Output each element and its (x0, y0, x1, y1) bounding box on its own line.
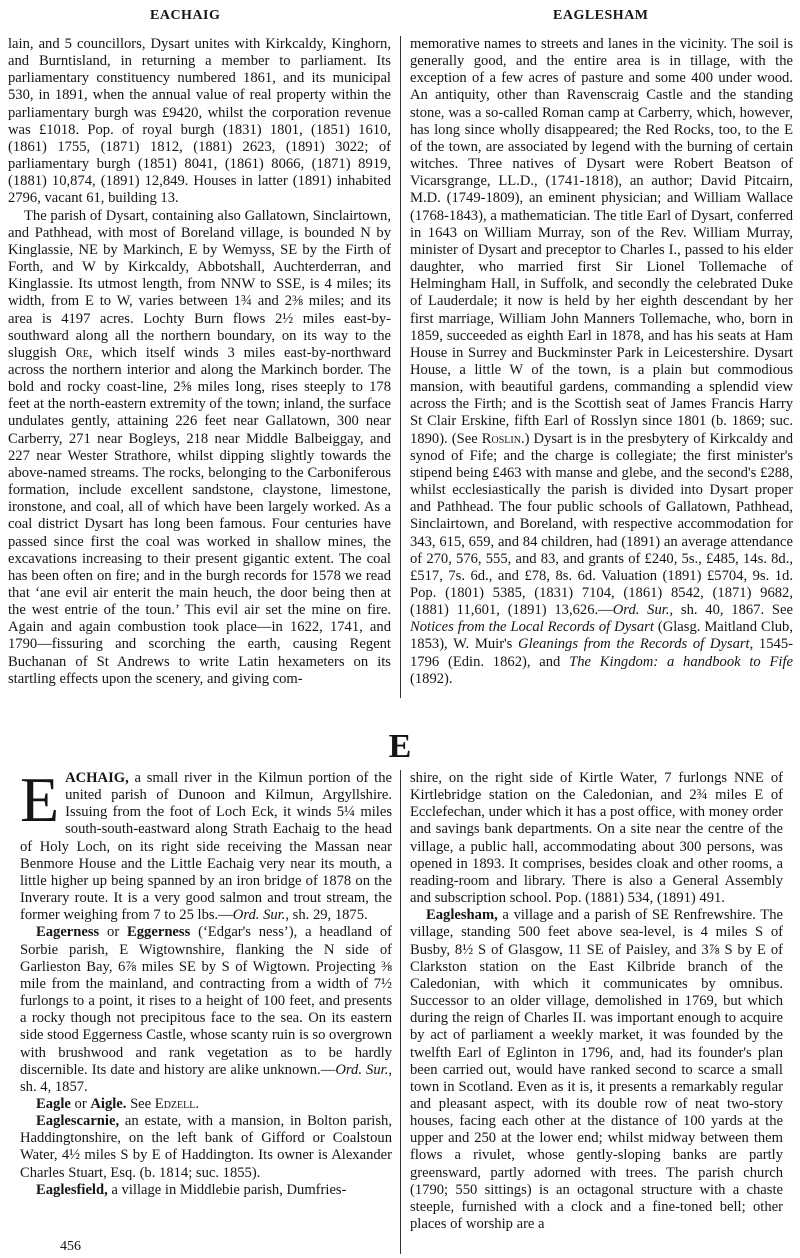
running-head-left: EACHAIG (150, 8, 221, 23)
bottom-right-column (410, 770, 783, 1233)
drop-cap: E (20, 764, 60, 835)
entry-headword: Eaglesham, (426, 907, 498, 924)
text-run: .) Dysart is in the presbytery of Kirkcaldy and synod of Fife; and the charge is collegiate; the first minister's stipend being £463 with manse and glebe, and the second's £288, whilst ecclesiastically the parish is divided into Dysart proper and Pathhead. The four public schools of Gallatown, Pathhead, Sinclairtown, and Boreland, with respective accommodation for 343, 615, 659, and 84 children, had (1891) an average attendance of 270, 576, 555, and 83, and grants of £240, 5s., £485, 14s. 8d., £517, 7s. 6d., and £78, 8s. 6d. Valuation (1891) £5704, 9s. 1d. Pop. (1801) 5385, (1831) 7104, (1861) 8542, (1871) 9682, (1881) 11,601, (1891) 13,626.— (410, 430, 793, 619)
paragraph (410, 36, 793, 688)
text-run: , sh. 29, 1875. (285, 907, 368, 924)
paragraph (410, 907, 783, 1233)
italic-text: The Kingdom: a handbook to Fife (569, 653, 793, 670)
italic-text: Ord. Sur. (335, 1061, 389, 1078)
text-run: a village in Middlebie parish, Dumfries- (107, 1181, 347, 1198)
entry-headword: Eagerness (36, 924, 100, 941)
text-run: , which itself winds 3 miles east-by-northward across the northern interior and along the Markinch border. The bold and rocky coast-line, 2⅝ miles long, rises steeply to 178 feet at the north-eastern extremity of the town; inland, the surface undulates gently, attaining 226 feet near Gallatown, 300 near Carberry, 271 near Bogleys, 218 near Middle Balbeiggay, and 227 near Wester Strathore, whilst dipping slightly towards the above-named streams. The rocks, belonging to the Carboniferous formation, include excellent sandstone, claystone, limestone, ironstone, and coal, all of which have been largely worked. As a coal district Dysart has long been famous. Four centuries have passed since first the coal was worked in shallow mines, the excavations increasing to their present gigantic extent. The coal has been often on fire; and in the burgh records for 1578 we read that ‘ane evil air enterit the main heuch, the door being then at the west entrie of the toun.’ This evil air set the mine on fire. Again and again combustion took place—in 1622, 1741, and 1790—fissuring and scorching the earth, causing Regent Buchanan of St Andrews to write Latin hexameters on its startling effects upon the scenery, and giving com- (8, 344, 391, 687)
paragraph (20, 764, 392, 924)
paragraph (410, 770, 783, 907)
paragraph (20, 924, 392, 1096)
text-run: (1892). (410, 670, 453, 687)
text-run: shire, on the right side of Kirtle Water, 7 furlongs NNE of Kirtlebridge station on the Caledonian, and 2¾ miles E of Ecclefechan, under which it has a post office, with money order and savings bank departments. On a site near the centre of the village, a public hall, accommodating about 300 persons, was opened in 1893. It comprises, besides cloak and other rooms, a reading-room and library. There is also a General Assembly and subscription school. Pop. (1881) 534, (1891) 491. (410, 770, 783, 907)
running-head-right: EAGLESHAM (553, 8, 649, 23)
entry-headword: Eaglesfield, (36, 1181, 108, 1198)
text-run: an estate, with a mansion, in Bolton parish, Haddingtonshire, on the left bank of Gifford or Coalstoun Water, 4½ miles S by E of Haddington. Its owner is Alexander Charles Stuart, Esq. (b. 1814; suc. 1855). (20, 1113, 392, 1181)
top-left-column (8, 36, 391, 688)
entry-headword: Eaglescarnie, (36, 1113, 120, 1130)
paragraph (8, 208, 391, 688)
text-run: , sh. 40, 1867. See (669, 602, 793, 619)
text-run: , 1545-1796 (Edin. 1862), and (410, 636, 793, 670)
entry-headword: ACHAIG, (65, 770, 129, 786)
text-run: (‘Edgar's ness’), a headland of Sorbie parish, E Wigtownshire, flanking the N side of Garlieston Bay, 6⅞ miles SE by S of Wigtown. Projecting ⅜ mile from the mainland, and contracting from a width of 7½ furlongs to a point, it rises to a height of 100 feet, and presents a rocky though not precipitous face to the sea. On its eastern side stood Eggerness Castle, whose scanty ruin is so overgrown with brushwood and rank vegetation as to be hardly discernible. Its date and history are alike unknown.— (20, 924, 392, 1078)
text-run: The parish of Dysart, containing also Gallatown, Sinclairtown, and Pathhead, with most of Boreland village, is bounded N by Kinglassie, NE by Markinch, E by Wemyss, SE by the Firth of Forth, and W by Kirkcaldy, Abbotshall, Auchterderran, and Kinglassie. Its utmost length, from NNW to SSE, is 4 miles; its width, from E to W, varies between 1¾ and 2⅜ miles; and its area is 4197 acres. Lochty Burn flows 2½ miles east-by-southward along all the northern boundary, on its way to the sluggish (8, 207, 391, 361)
italic-text: Ord. Sur. (612, 602, 670, 619)
bottom-left-column (20, 764, 393, 1199)
text-run: lain, and 5 councillors, Dysart unites with Kirkcaldy, Kinghorn, and Burntisland, in returning a member to parliament. Its parliamentary constituency numbered 1861, and its municipal 530, in 1891, when the annual value of real property within the parliamentary burgh was £9420, whilst the corporation revenue was £1018. Pop. of royal burgh (1831) 1801, (1851) 1610, (1861) 1755, (1871) 1812, (1881) 2623, (1891) 3022; of parliamentary burgh (1851) 8041, (1861) 8066, (1871) 8919, (1881) 10,874, (1891) 12,849. Houses in latter (1891) inhabited 2796, vacant 61, building 13. (8, 36, 391, 207)
entry-headword: Aigle. (90, 1095, 127, 1112)
italic-text: Notices from the Local Records of Dysart (410, 619, 654, 636)
text-run: (Glasg. Maitland Club, 1853), W. Muir's (410, 619, 793, 653)
italic-text: Gleanings from the Records of Dysart (518, 636, 750, 653)
section-letter: E (388, 728, 412, 765)
entry-headword: Eggerness (127, 924, 191, 941)
text-run: memorative names to streets and lanes in the vicinity. The soil is generally good, and the entire area is in tillage, with the exception of a few acres of pasture and some 400 under wood. An antiquity, other than Ravenscraig Castle and the standing stone, was a so-called Roman camp at Carberry, which, however, has long since wholly disappeared; the Red Rocks, too, to the E of the town, are associated by legend with the burning of certain witches. Three natives of Dysart were Robert Beatson of Vicarsgrange, LL.D., (1741-1818), an author; David Pitcairn, M.D. (1749-1809), an eminent physician; and William Wallace (1768-1843), a mathematician. The title Earl of Dysart, conferred in 1643 on William Murray, son of the Rev. William Murray, minister of Dysart and preceptor to Charles I., passed to his elder daughter, who married first Sir Lionel Tollemache of Helmingham Hall, in Suffolk, and secondly the celebrated Duke of Lauderdale; it now is held by her eighth descendant by her first marriage, William John Manners Tollemache, who, born in 1859, succeeded as eighth Earl in 1878, and has his seats at Ham House in Surrey and Buckminster Park in Leicestershire. Dysart House, a little W of the town, is a plain but commodious mansion, with beautiful gardens, commanding a splendid view across the Firth; and is the Scottish seat of James Francis Harry St Clair Erskine, fifth Earl of Rosslyn since 1801 (b. 1869; suc. 1890). (See (410, 36, 793, 447)
text-run: . (195, 1095, 200, 1112)
cross-reference: Edzell (154, 1095, 196, 1112)
entry-headword: Eagle (36, 1095, 71, 1112)
text-run: , sh. 4, 1857. (20, 1061, 393, 1095)
text-run: or (70, 1095, 91, 1112)
paragraph (20, 1182, 392, 1199)
column-divider-top (400, 36, 401, 698)
top-right-column (410, 36, 793, 688)
text-run: a small river in the Kilmun portion of the united parish of Dunoon and Kilmun, Argyllshire. Issuing from the foot of Loch Eck, it winds 5¼ miles south-south-eastward along Strath Eachaig to the head of Holy Loch, on its right side receiving the Massan near Benmore House and the Little Eachaig very near its mouth, a little higher up being spanned by an iron bridge of 1878 on the Inverary route. It is a very good salmon and trout stream, the former weighing from 7 to 25 lbs.— (20, 770, 392, 924)
cross-reference: Roslin (481, 430, 521, 447)
text-run: a village and a parish of SE Renfrewshire. The village, standing 500 feet above sea-level, is 4 miles S of Busby, 8½ S of Glasgow, 11 SE of Paisley, and 3⅞ S by E of Clarkston station on the East Kilbride branch of the Caledonian, with which it communicates by omnibus. Successor to an older village, demolished in 1769, but which during the reign of Charles II. was important enough to acquire by act of parliament a weekly market, it was founded by the twelfth Earl of Eglinton in 1796, and, had its founder's plan been carried out, would have ranked second to scarce a small town in Scotland. Even as it is, it presents a remarkably regular and pleasant aspect, with its double row of neat two-story houses, facing each other at the distance of 100 yards at the upper and 250 at the lower end; whilst midway between them flows a rivulet, whose gently-sloping banks are partly greensward, partly adorned with trees. The parish church (1790; 550 sittings) is an octagonal structure with a chaste steeple, furnished with a clock and a fine-toned bell; other places of worship are a (410, 907, 783, 1233)
cross-reference: Ore (65, 344, 89, 361)
paragraph (8, 36, 391, 208)
column-divider-bottom (400, 770, 401, 1254)
page-number: 456 (60, 1239, 81, 1254)
text-run: or (99, 924, 128, 941)
text-run: See (126, 1095, 155, 1112)
paragraph (20, 1096, 392, 1113)
paragraph (20, 1113, 392, 1182)
italic-text: Ord. Sur. (232, 907, 286, 924)
